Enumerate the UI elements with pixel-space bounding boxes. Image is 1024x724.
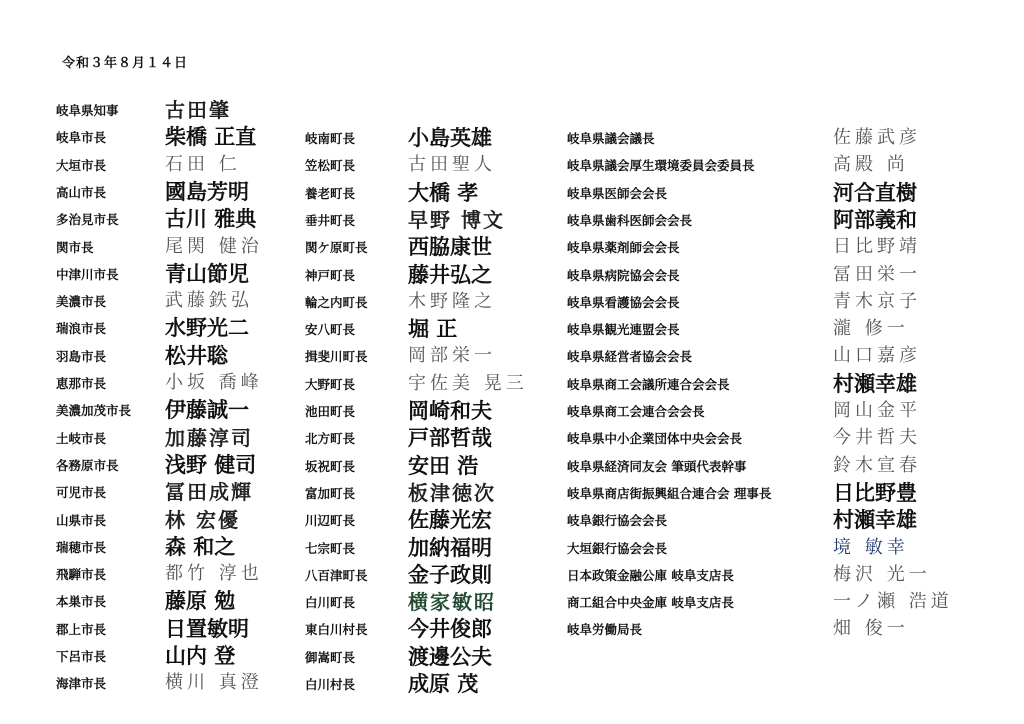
signature: 小島英雄	[408, 125, 492, 150]
position-title: 岐阜県中小企業団体中央会会長	[567, 431, 743, 447]
signature: 古川 雅典	[165, 206, 257, 232]
signature: 松井聡	[165, 342, 228, 368]
position-title: 下呂市長	[56, 649, 107, 664]
signature: 鈴木宣春	[833, 454, 921, 476]
signature: 渡邊公夫	[408, 643, 492, 669]
position-title: 富加町長	[305, 485, 356, 501]
position-title: 本巣市長	[56, 594, 107, 610]
position-title: 高山市長	[56, 184, 107, 200]
signature: 村瀬幸雄	[833, 507, 917, 533]
position-title: 岐阜県看護協会会長	[567, 294, 680, 310]
position-title: 美濃加茂市長	[56, 403, 132, 419]
signature: 横川 真澄	[165, 672, 263, 694]
signature: 森 和之	[165, 533, 236, 559]
position-title: 八百津町長	[305, 567, 368, 583]
signature: 板津徳次	[408, 480, 496, 505]
signature: 水野光二	[165, 315, 249, 341]
signature: 宇佐美 晃三	[408, 372, 528, 394]
signature: 河合直樹	[833, 179, 917, 205]
position-title: 白川村長	[305, 677, 356, 692]
position-title: 笠松町長	[305, 158, 356, 174]
position-title: 中津川市長	[56, 266, 119, 282]
position-title: 関ケ原町長	[305, 240, 368, 256]
signature: 西脇康世	[408, 234, 492, 260]
position-title: 神戸町長	[305, 267, 356, 283]
position-title: 岐阜県経営者協会会長	[567, 349, 693, 365]
signature: 加納福明	[408, 534, 492, 560]
position-title: 瑞穂市長	[56, 539, 107, 555]
position-title: 瑞浪市長	[56, 321, 107, 337]
position-title: 東白川村長	[305, 622, 368, 638]
position-title: 岐阜銀行協会会長	[567, 513, 668, 529]
signature: 伊藤誠一	[165, 397, 249, 423]
position-title: 土岐市長	[56, 430, 107, 446]
signature: 日比野豊	[833, 479, 917, 505]
signature: 岡山金平	[833, 400, 921, 421]
position-title: 坂祝町長	[305, 458, 356, 474]
position-title: 多治見市長	[56, 212, 119, 228]
signature: 冨田成輝	[165, 480, 253, 505]
position-title: 岐阜県薬剤師会会長	[567, 240, 680, 256]
position-title: 岐阜県商工会議所連合会会長	[567, 376, 730, 392]
position-title: 大垣市長	[56, 157, 107, 173]
position-title: 恵那市長	[56, 376, 107, 391]
position-title: 池田町長	[305, 404, 356, 419]
position-title: 各務原市長	[56, 457, 119, 473]
position-title: 岐阜県商店街振興組合連合会 理事長	[567, 485, 772, 501]
position-title: 可児市長	[56, 485, 107, 501]
position-title: 海津市長	[56, 676, 107, 692]
position-title: 岐阜県医師会会長	[567, 185, 668, 201]
signature: 浅野 健司	[165, 451, 257, 477]
position-title: 大垣銀行協会会長	[567, 540, 668, 556]
position-title: 岐阜県商工会連合会会長	[567, 404, 705, 419]
signature: 木野隆之	[408, 290, 496, 312]
signature: 戸部哲哉	[408, 425, 492, 451]
signature: 今井哲夫	[833, 427, 921, 449]
signature: 藤原 勉	[165, 588, 236, 614]
signature: 日置敏明	[165, 615, 249, 641]
signature: 堀 正	[408, 316, 458, 342]
position-title: 飛騨市長	[56, 567, 107, 583]
signature: 都竹 淳也	[165, 563, 263, 585]
signature: 青山節児	[165, 260, 249, 286]
signature: 畑 俊一	[833, 618, 909, 640]
position-title: 川辺町長	[305, 513, 356, 529]
position-title: 安八町長	[305, 322, 356, 338]
position-title: 岐阜市長	[56, 130, 107, 146]
position-title: 七宗町長	[305, 540, 356, 556]
position-title: 北方町長	[305, 431, 356, 447]
position-title: 日本政策金融公庫 岐阜支店長	[567, 567, 734, 583]
signature: 石田 仁	[165, 153, 241, 175]
position-title: 養老町長	[305, 185, 356, 201]
position-title: 御嵩町長	[305, 649, 356, 665]
signature: 岡崎和夫	[408, 398, 492, 423]
position-title: 美濃市長	[56, 294, 107, 310]
signature: 成原 茂	[408, 671, 479, 696]
signature: 安田 浩	[408, 452, 479, 478]
signature: 境 敏幸	[833, 536, 909, 558]
signature: 阿部義和	[833, 206, 917, 232]
position-title: 白川町長	[305, 595, 356, 611]
position-title: 山県市長	[56, 512, 107, 528]
signature: 古田聖人	[408, 154, 496, 176]
signature: 高殿 尚	[833, 154, 909, 176]
position-title: 岐阜県歯科医師会会長	[567, 212, 693, 228]
signature: 村瀬幸雄	[833, 370, 917, 396]
position-title: 岐阜県観光連盟会長	[567, 322, 680, 338]
signature: 日比野靖	[833, 236, 921, 258]
position-title: 商工組合中央金庫 岐阜支店長	[567, 595, 734, 611]
signature: 佐藤光宏	[408, 507, 492, 533]
signature: 國島芳明	[165, 178, 249, 204]
signature: 今井俊郎	[408, 616, 492, 642]
position-title: 岐南町長	[305, 131, 356, 146]
signature: 早野 博文	[408, 207, 505, 232]
signature: 山口嘉彦	[833, 345, 921, 367]
position-title: 岐阜県病院協会会長	[567, 267, 680, 283]
signature: 岡部栄一	[408, 345, 496, 367]
signature: 梅沢 光一	[833, 563, 931, 585]
signature: 古田肇	[165, 98, 231, 122]
position-title: 羽島市長	[56, 348, 107, 364]
signature: 山内 登	[165, 643, 236, 668]
signature: 瀧 修一	[833, 318, 909, 340]
signature: 林 宏優	[165, 507, 240, 532]
signature: 冨田栄一	[833, 263, 921, 285]
signature: 尾関 健治	[165, 235, 263, 257]
signature: 一ノ瀬 浩道	[833, 591, 953, 613]
signature: 加藤淳司	[165, 425, 253, 450]
signature: 武藤鉄弘	[165, 290, 253, 312]
position-title: 揖斐川町長	[305, 349, 368, 365]
signature: 小坂 喬峰	[165, 372, 263, 393]
position-title: 大野町長	[305, 376, 356, 392]
position-title: 郡上市長	[56, 621, 107, 637]
signature: 青木京子	[833, 290, 921, 312]
position-title: 岐阜県知事	[56, 103, 119, 118]
signature: 柴橋 正直	[165, 124, 257, 150]
position-title: 岐阜県議会議長	[567, 131, 655, 146]
position-title: 輪之内町長	[305, 294, 368, 310]
position-title: 岐阜労働局長	[567, 622, 643, 638]
signature: 横家敏昭	[408, 590, 496, 615]
signature: 金子政則	[408, 561, 492, 587]
position-title: 岐阜県経済同友会 筆頭代表幹事	[567, 458, 747, 474]
position-title: 垂井町長	[305, 212, 356, 228]
document-date: 令和３年８月１４日	[62, 56, 189, 71]
signature: 藤井弘之	[408, 261, 492, 287]
position-title: 関市長	[56, 239, 94, 255]
position-title: 岐阜県議会厚生環境委員会委員長	[567, 158, 755, 174]
signature: 佐藤武彦	[833, 127, 921, 148]
signature: 大橋 孝	[408, 179, 479, 205]
